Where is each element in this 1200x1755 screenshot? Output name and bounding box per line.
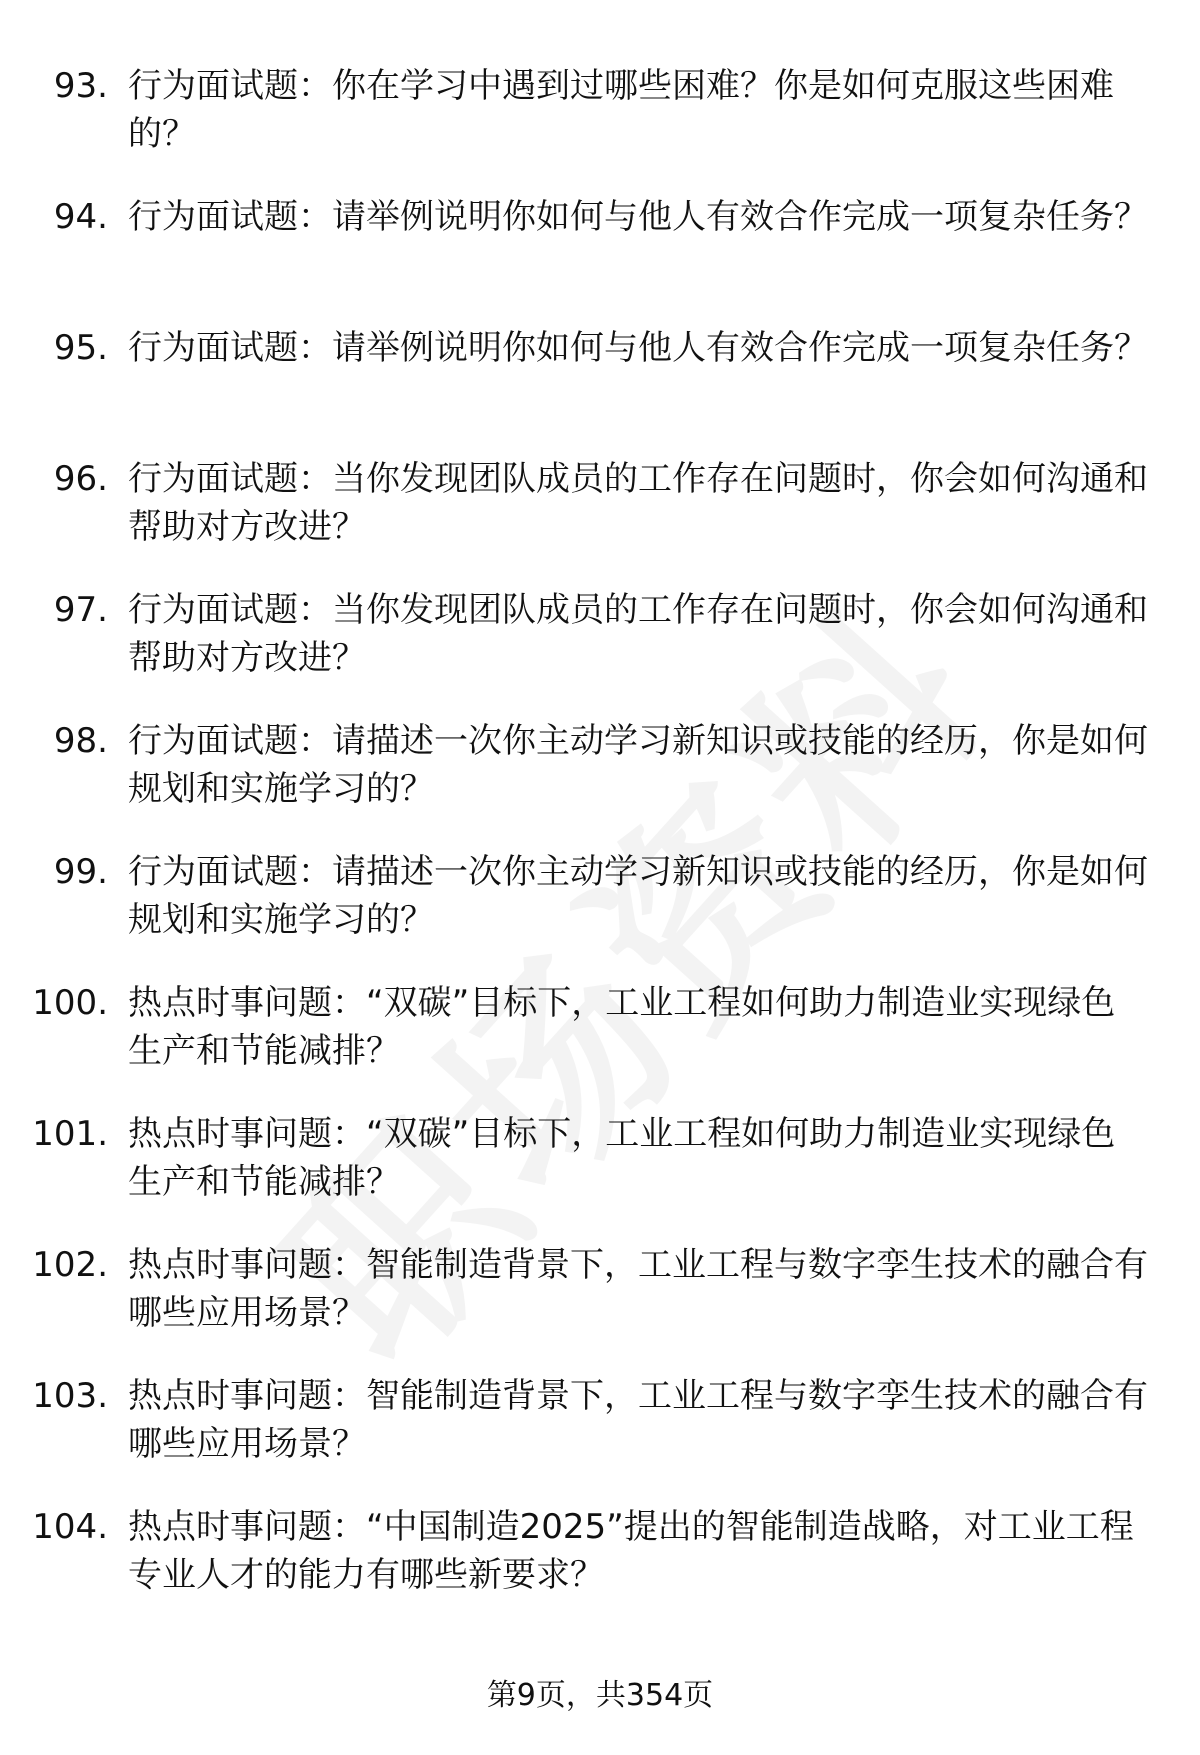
question-number: 96. bbox=[53, 459, 108, 499]
question-number: 97. bbox=[53, 590, 108, 630]
question-number: 104. bbox=[32, 1507, 108, 1547]
question-number: 100. bbox=[32, 983, 108, 1023]
question-item bbox=[0, 193, 1200, 324]
question-item bbox=[0, 586, 1200, 717]
question-text: 行为面试题：请举例说明你如何与他人有效合作完成一项复杂任务？ bbox=[128, 197, 1148, 237]
question-text: 热点时事问题：“双碳”目标下，工业工程如何助力制造业实现绿色生产和节能减排？ bbox=[128, 1114, 1116, 1202]
question-number: 103. bbox=[32, 1376, 108, 1416]
question-item bbox=[0, 62, 1200, 193]
question-number: 99. bbox=[53, 852, 108, 892]
question-item bbox=[0, 848, 1200, 979]
question-item bbox=[0, 1110, 1200, 1241]
question-item bbox=[0, 1503, 1200, 1634]
question-number: 93. bbox=[53, 66, 108, 106]
question-text: 行为面试题：当你发现团队成员的工作存在问题时，你会如何沟通和帮助对方改进？ bbox=[128, 459, 1148, 547]
question-item bbox=[0, 979, 1200, 1110]
question-text: 行为面试题：请描述一次你主动学习新知识或技能的经历，你是如何规划和实施学习的？ bbox=[128, 721, 1148, 809]
question-item bbox=[0, 324, 1200, 455]
question-number: 98. bbox=[53, 721, 108, 761]
question-item bbox=[0, 1372, 1200, 1503]
question-text: 行为面试题：请描述一次你主动学习新知识或技能的经历，你是如何规划和实施学习的？ bbox=[128, 852, 1148, 940]
question-item bbox=[0, 1241, 1200, 1372]
question-number: 94. bbox=[53, 197, 108, 237]
question-number: 101. bbox=[32, 1114, 108, 1154]
page-footer: 第9页，共354页 bbox=[486, 1678, 714, 1713]
question-list bbox=[0, 62, 1200, 1634]
question-text: 热点时事问题：“双碳”目标下，工业工程如何助力制造业实现绿色生产和节能减排？ bbox=[128, 983, 1116, 1071]
question-number: 102. bbox=[32, 1245, 108, 1285]
question-text: 热点时事问题：智能制造背景下，工业工程与数字孪生技术的融合有哪些应用场景？ bbox=[128, 1376, 1148, 1464]
question-item bbox=[0, 717, 1200, 848]
question-item bbox=[0, 455, 1200, 586]
question-text: 行为面试题：当你发现团队成员的工作存在问题时，你会如何沟通和帮助对方改进？ bbox=[128, 590, 1148, 678]
question-text: 行为面试题：你在学习中遇到过哪些困难？你是如何克服这些困难的？ bbox=[128, 66, 1114, 154]
question-text: 行为面试题：请举例说明你如何与他人有效合作完成一项复杂任务？ bbox=[128, 328, 1148, 368]
question-text: 热点时事问题：“中国制造2025”提出的智能制造战略，对工业工程专业人才的能力有哪些新要求？ bbox=[128, 1507, 1134, 1595]
question-number: 95. bbox=[53, 328, 108, 368]
question-text: 热点时事问题：智能制造背景下，工业工程与数字孪生技术的融合有哪些应用场景？ bbox=[128, 1245, 1148, 1333]
